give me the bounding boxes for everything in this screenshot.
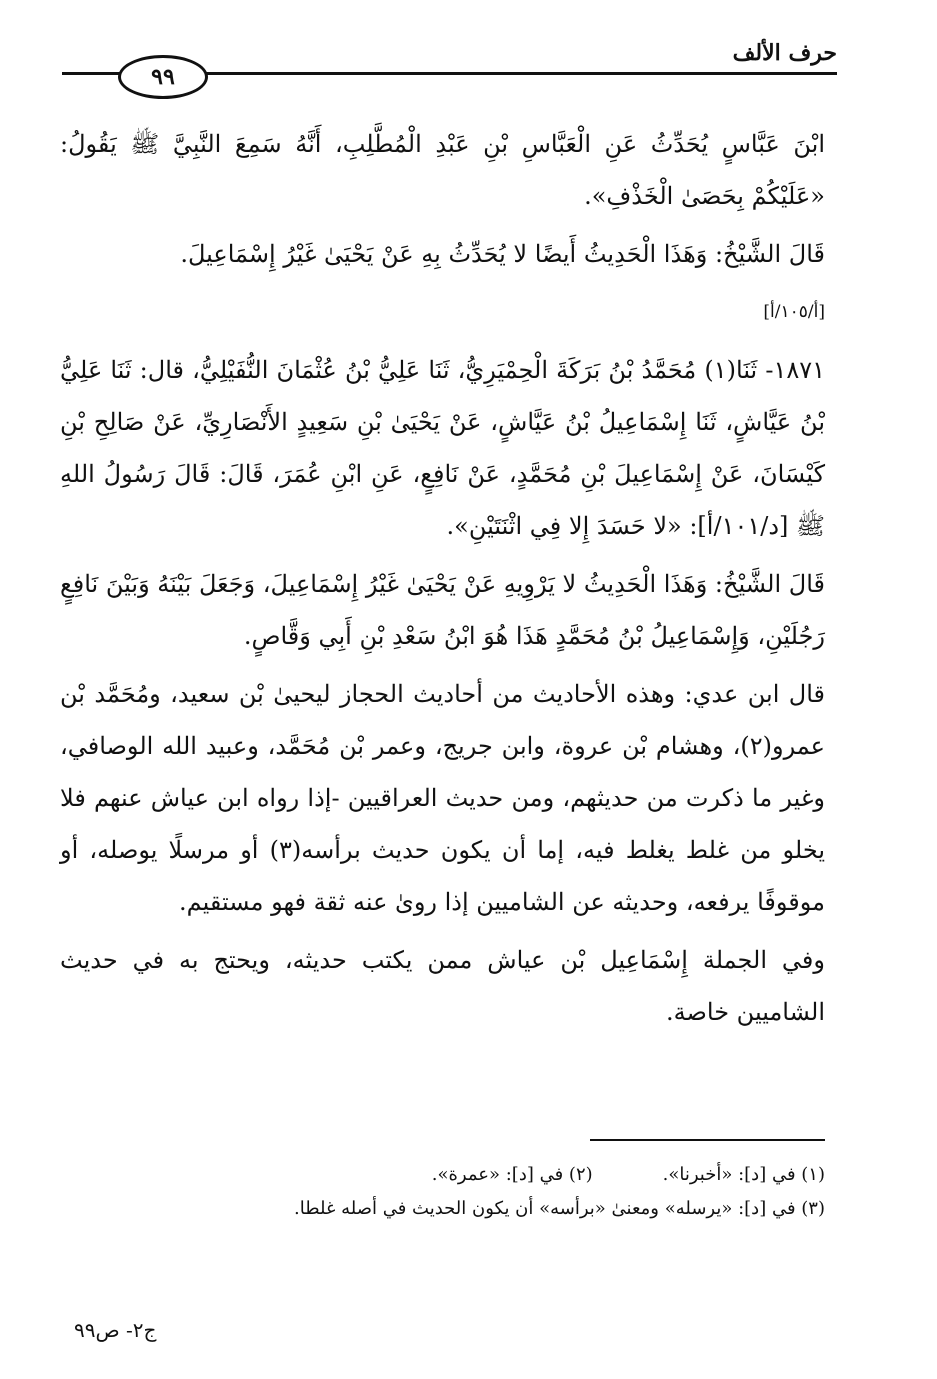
chapter-title: حرف الألف bbox=[732, 40, 837, 66]
page-number-badge: ٩٩ bbox=[118, 55, 208, 99]
volume-page-footer: ج٢- ص٩٩ bbox=[74, 1318, 157, 1342]
paragraph-shaykh-comment-1: قَالَ الشَّيْخُ: وَهَذَا الْحَدِيثُ أَيضًا لا يُحَدِّثُ بِهِ عَنْ يَحْيَىٰ غَيْرُ إِسْمَاعِيلَ. bbox=[180, 240, 825, 268]
footnote-rule bbox=[590, 1139, 825, 1141]
footnote-1: (١) في [د]: «أخبرنا». bbox=[662, 1164, 825, 1185]
paragraph-ibn-adi: قال ابن عدي: وهذه الأحاديث من أحاديث الحجاز ليحيىٰ بْن سعيد، ومُحَمَّد بْن عمرو(٢)، وهشام بْن عروة، وابن جريج، وعمر بْن مُحَمَّد، وعبيد الله الوصافي، وغير ما ذكرت من حديثهم، ومن حديث العراقيين -إذا رواه ابن عياش عنهم فلا يخلو من غلط يغلط فيه، إما أن يكون حديث برأسه(٣) أو مرسلًا يوصله، أو موقوفًا يرفعه، وحديثه عن الشاميين إذا روىٰ عنه ثقة فهو مستقيم. bbox=[60, 680, 825, 916]
paragraph-shaykh-comment-2: قَالَ الشَّيْخُ: وَهَذَا الْحَدِيثُ لا يَرْوِيهِ عَنْ يَحْيَىٰ غَيْرُ إِسْمَاعِيلَ، وَجَعَلَ بَيْنَهُ وَبَيْنَ نَافِعٍ رَجُلَيْنِ، وَإِسْمَاعِيلُ بْنُ مُحَمَّدٍ هَذَا هُوَ ابْنُ سَعْدِ بْنِ أَبِي وَقَّاصٍ. bbox=[60, 570, 825, 650]
footnote-3: (٣) في [د]: «يرسله» ومعنىٰ «برأسه» أن يكون الحديث في أصله غلطا. bbox=[294, 1198, 825, 1219]
footnote-2: (٢) في [د]: «عمرة». bbox=[431, 1164, 593, 1185]
manuscript-reference: [أ/١٠٥/أ] bbox=[763, 302, 825, 322]
paragraph-hadith-continuation: ابْنَ عَبَّاسٍ يُحَدِّثُ عَنِ الْعَبَّاسِ بْنِ عَبْدِ الْمُطَّلِبِ، أَنَّهُ سَمِعَ النَّبِيَّ ﷺ يَقُولُ: «عَلَيْكُمْ بِحَصَىٰ الْخَذْفِ». bbox=[60, 130, 825, 210]
main-text bbox=[60, 118, 825, 1038]
footnotes bbox=[60, 1158, 825, 1226]
paragraph-hadith-1871: ١٨٧١- ثَنَا(١) مُحَمَّدُ بْنُ بَرَكَةَ الْحِمْيَرِيُّ، ثَنَا عَلِيُّ بْنُ عُثْمَانَ النُّفَيْلِيُّ، قال: ثَنَا عَلِيُّ بْنُ عَيَّاشٍ، ثَنَا إِسْمَاعِيلُ بْنُ عَيَّاشٍ، عَنْ يَحْيَىٰ بْنِ سَعِيدٍ الأَنْصَارِيِّ، عَنْ صَالِحِ بْنِ كَيْسَانَ، عَنْ إِسْمَاعِيلَ بْنِ مُحَمَّدٍ، عَنْ نَافِعٍ، عَنِ ابْنِ عُمَرَ، قَالَ: قَالَ رَسُولُ اللهِ ﷺ [د/١٠١/أ]: «لا حَسَدَ إِلا فِي اثْنَتَيْنِ». bbox=[60, 356, 826, 540]
paragraph-conclusion: وفي الجملة إِسْمَاعِيل بْن عياش ممن يكتب حديثه، ويحتج به في حديث الشاميين خاصة. bbox=[60, 946, 825, 1026]
